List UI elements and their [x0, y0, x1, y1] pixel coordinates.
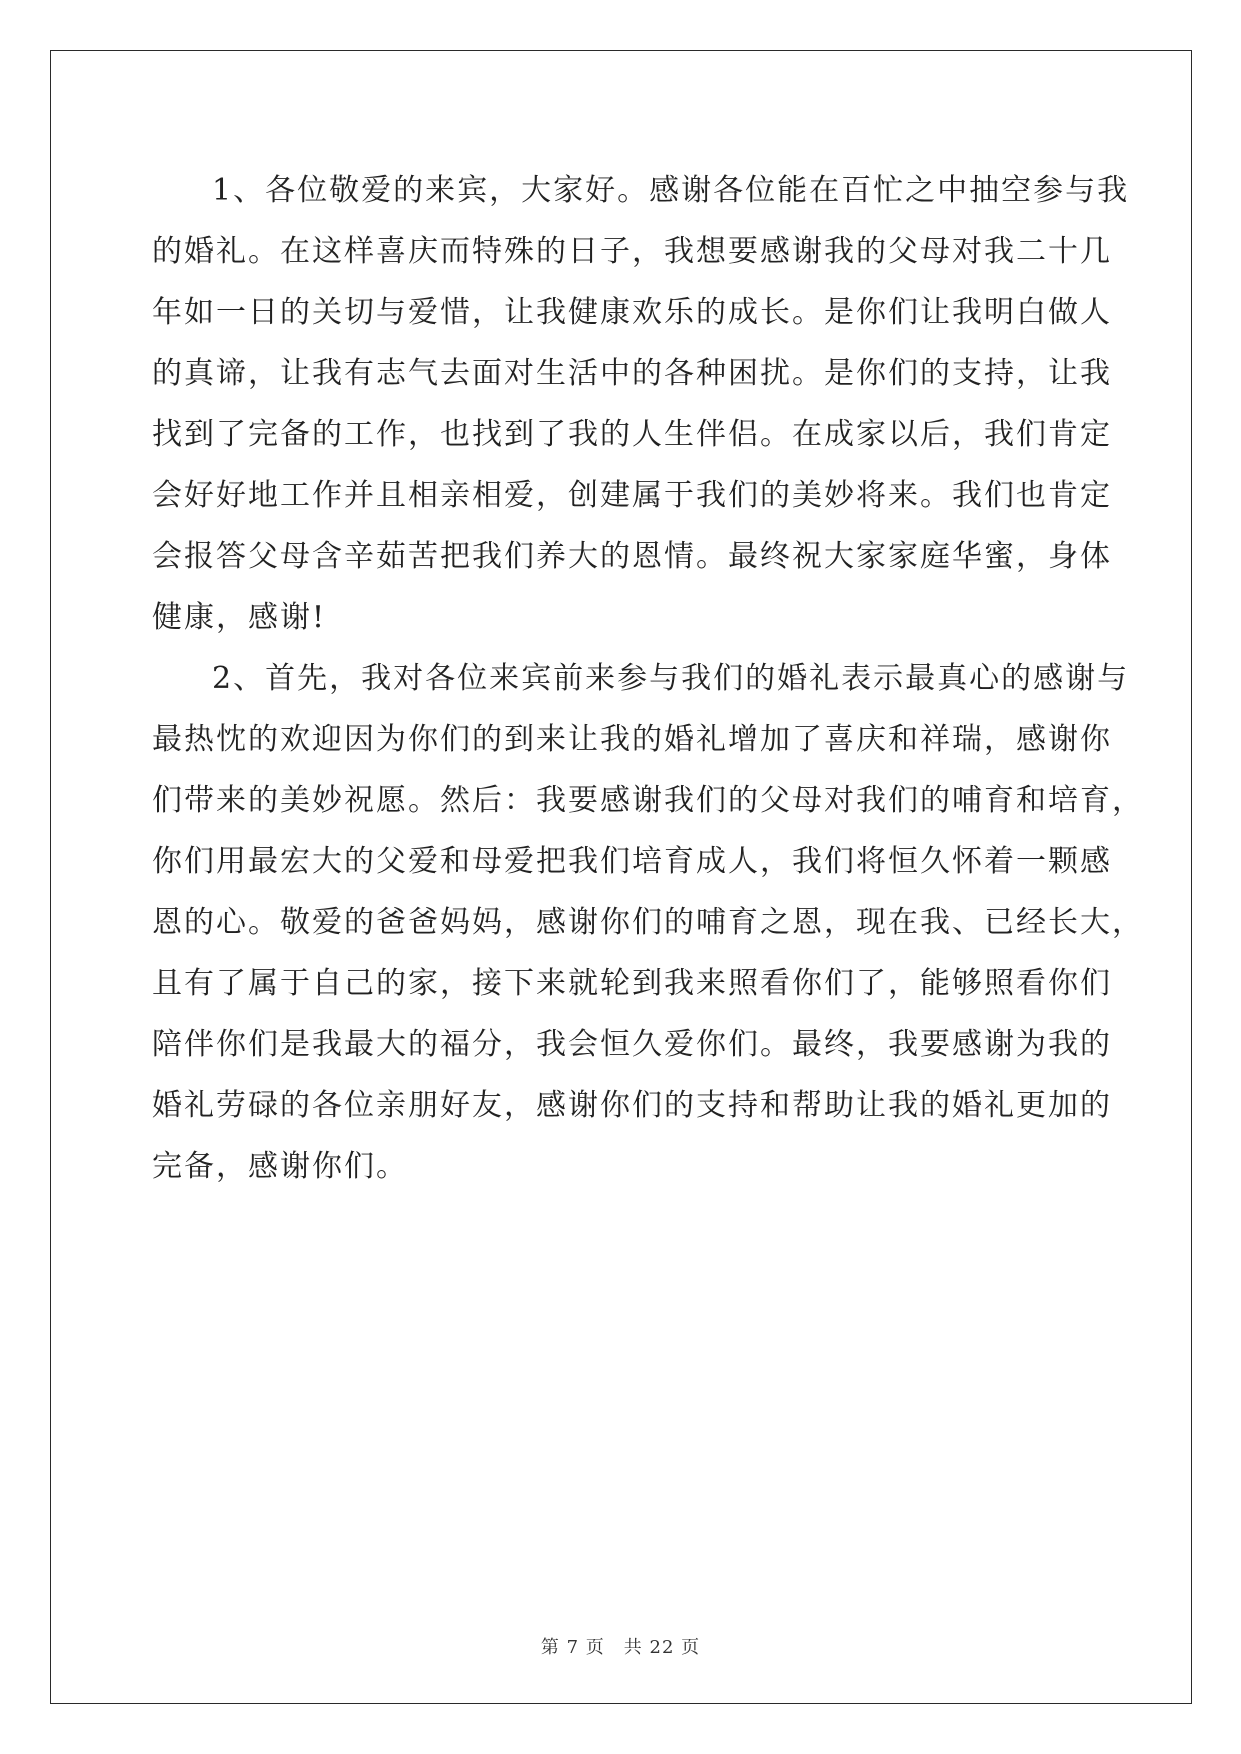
paragraph-line: 会好好地工作并且相亲相爱，创建属于我们的美妙将来。我们也肯定	[152, 478, 1112, 513]
paragraph-line: 婚礼劳碌的各位亲朋好友，感谢你们的支持和帮助让我的婚礼更加的	[152, 1088, 1112, 1123]
paragraph-line: 完备，感谢你们。	[152, 1149, 408, 1184]
paragraph-line: 找到了完备的工作，也找到了我的人生伴侣。在成家以后，我们肯定	[152, 417, 1112, 452]
paragraph-line: 的婚礼。在这样喜庆而特殊的日子，我想要感谢我的父母对我二十几	[152, 234, 1112, 269]
page-number-footer: 第 7 页 共 22 页	[540, 1637, 701, 1658]
paragraph-line: 1、各位敬爱的来宾，大家好。感谢各位能在百忙之中抽空参与我	[212, 173, 1130, 208]
paragraph-line: 你们用最宏大的父爱和母爱把我们培育成人，我们将恒久怀着一颗感	[152, 844, 1112, 879]
paragraph-line: 年如一日的关切与爱惜，让我健康欢乐的成长。是你们让我明白做人	[152, 295, 1112, 330]
paragraph-1	[152, 160, 1130, 648]
paragraph-line: 且有了属于自己的家，接下来就轮到我来照看你们了，能够照看你们	[152, 966, 1112, 1001]
paragraph-line: 恩的心。敬爱的爸爸妈妈，感谢你们的哺育之恩，现在我、已经长大，	[152, 905, 1144, 940]
paragraph-2	[152, 648, 1144, 1197]
paragraph-line: 的真谛，让我有志气去面对生活中的各种困扰。是你们的支持，让我	[152, 356, 1112, 391]
document-body	[152, 160, 1144, 1197]
paragraph-line: 会报答父母含辛茹苦把我们养大的恩情。最终祝大家家庭华蜜，身体	[152, 539, 1112, 574]
paragraph-line: 陪伴你们是我最大的福分，我会恒久爱你们。最终，我要感谢为我的	[152, 1027, 1112, 1062]
paragraph-line: 最热忱的欢迎因为你们的到来让我的婚礼增加了喜庆和祥瑞，感谢你	[152, 722, 1112, 757]
paragraph-line: 2、首先，我对各位来宾前来参与我们的婚礼表示最真心的感谢与	[212, 661, 1130, 696]
paragraph-line: 们带来的美妙祝愿。然后：我要感谢我们的父母对我们的哺育和培育，	[152, 783, 1144, 818]
paragraph-line: 健康，感谢!	[152, 600, 327, 635]
